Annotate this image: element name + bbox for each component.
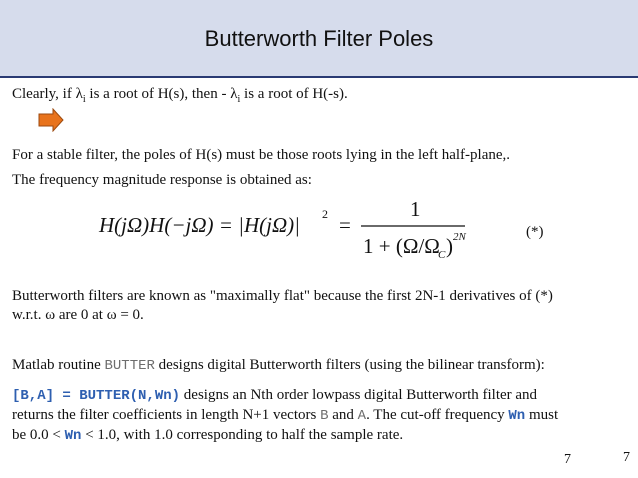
line-matlab-routine xyxy=(12,357,545,374)
text-segment: must xyxy=(525,407,559,423)
page-number-inner: 7 xyxy=(564,452,571,467)
line-cutoff-range xyxy=(12,427,403,444)
code-wn: Wn xyxy=(64,428,82,444)
equation-lhs: H(jΩ)H(−jΩ) = |H(jΩ)| xyxy=(99,213,300,237)
subscript-i: i xyxy=(237,94,241,105)
text-segment: and xyxy=(328,407,358,423)
code-butter: BUTTER xyxy=(104,358,155,374)
code-wn: Wn xyxy=(508,408,526,424)
line-derivatives: w.r.t. ω are 0 at ω = 0. xyxy=(12,307,144,323)
text-segment: designs an Nth order lowpass digital Butterworth filter and xyxy=(180,387,538,403)
text-segment: designs digital Butterworth filters (using the bilinear transform): xyxy=(154,357,545,373)
equation-numerator: 1 xyxy=(410,197,421,221)
code-b: B xyxy=(320,408,329,424)
lambda-symbol: λ xyxy=(230,86,238,102)
equation-label: (*) xyxy=(526,224,544,240)
line-stable-filter: For a stable filter, the poles of H(s) must be those roots lying in the left half-plane,. xyxy=(12,147,511,163)
slide-title: Butterworth Filter Poles xyxy=(204,26,434,51)
line-magnitude-response: The frequency magnitude response is obtained as: xyxy=(12,172,312,188)
denominator-exponent: 2N xyxy=(453,231,466,243)
text-segment: < 1.0, with 1.0 corresponding to half the sample rate. xyxy=(81,427,404,443)
text-segment: Clearly, if xyxy=(12,86,76,102)
line-coefficients xyxy=(12,407,558,424)
text-segment: returns the filter coefficients in length N+1 vectors xyxy=(12,407,321,423)
page-number-outer: 7 xyxy=(623,450,630,465)
text-segment: . The cut-off frequency xyxy=(366,407,509,423)
line-butter-call xyxy=(12,387,537,404)
line-roots xyxy=(12,86,348,105)
equation-lhs-exponent: 2 xyxy=(322,207,328,221)
code-a: A xyxy=(357,408,367,424)
text-segment: is a root of H(-s). xyxy=(240,86,348,102)
lambda-symbol: λ xyxy=(75,86,83,102)
line-maximally-flat: Butterworth filters are known as "maximally flat" because the first 2N-1 derivatives of (*) xyxy=(12,288,553,304)
subscript-i: i xyxy=(82,94,86,105)
text-segment: is a root of H(s), then - xyxy=(85,86,231,102)
denominator-subscript: C xyxy=(438,249,446,261)
equation-denominator: 1 + (Ω/Ω xyxy=(363,234,440,258)
text-segment: Matlab routine xyxy=(12,357,105,373)
code-butter-call: [B,A] = BUTTER(N,Wn) xyxy=(12,388,181,404)
text-segment: be 0.0 < xyxy=(12,427,65,443)
right-arrow-icon xyxy=(38,108,64,132)
title-bar xyxy=(0,0,638,78)
butterworth-equation xyxy=(95,186,565,276)
equals-sign: = xyxy=(339,213,351,237)
denominator-close: ) xyxy=(446,234,453,258)
